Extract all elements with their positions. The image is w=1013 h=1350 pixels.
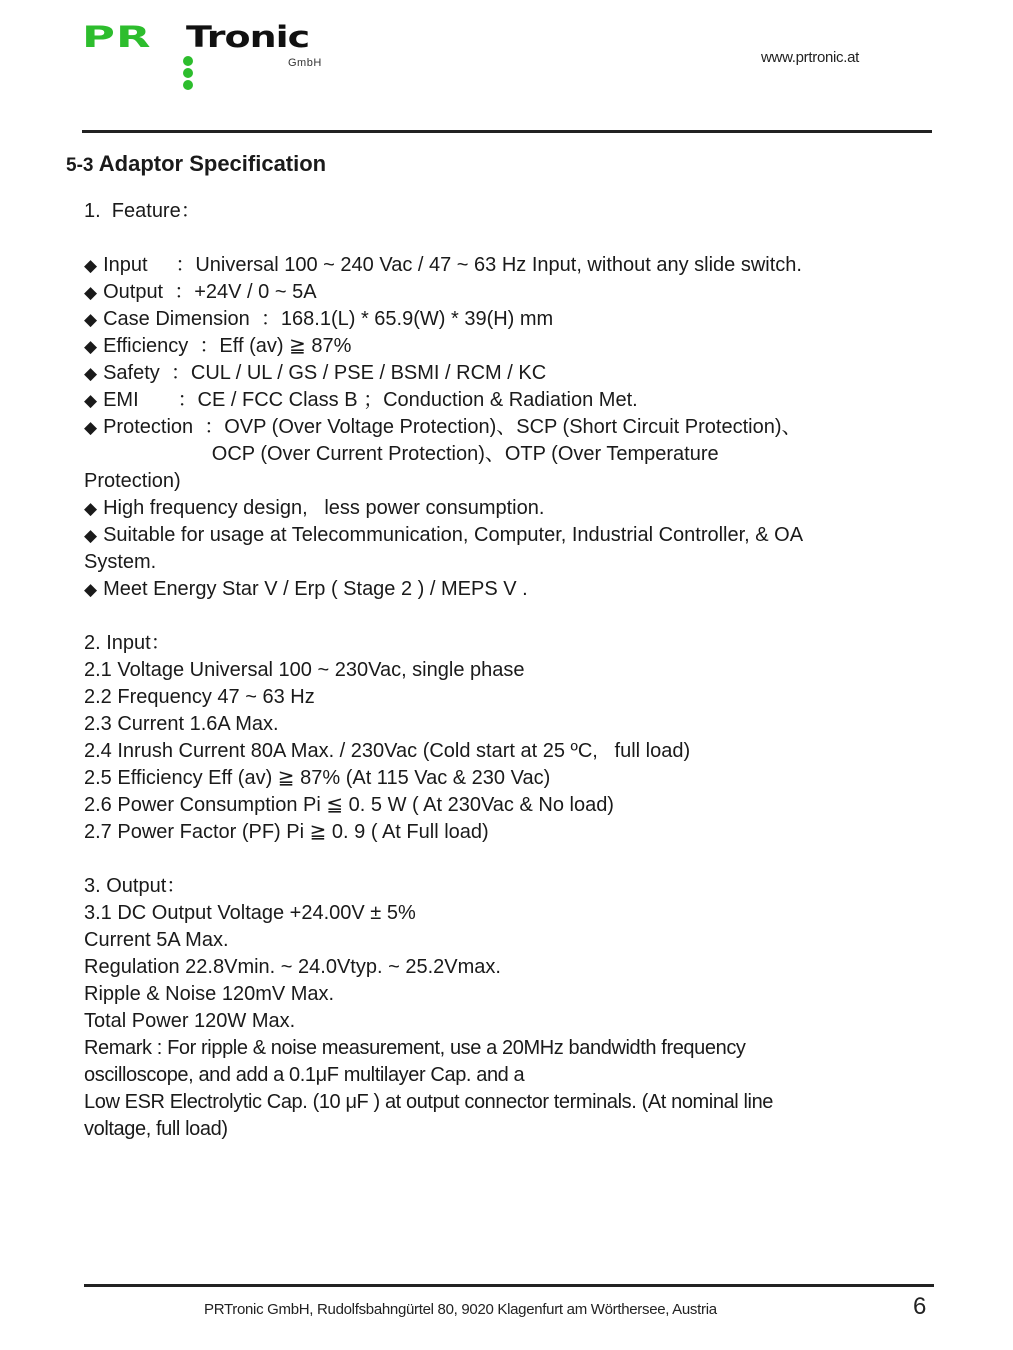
output-item: Current 5A Max. <box>84 929 229 951</box>
output-remark: oscilloscope, and add a 0.1μF multilayer Cap. and a <box>84 1064 525 1086</box>
logo-text-tronic: Tronic <box>186 19 310 54</box>
output-heading: 3. Output： <box>84 875 187 897</box>
output-remark: Remark : For ripple & noise measurement, use a 20MHz bandwidth frequency <box>84 1037 746 1059</box>
section-number: 5-3 <box>66 155 94 176</box>
feature-item-output: ◆ Output ：+24V / 0 ~ 5A <box>84 279 944 306</box>
logo-suffix: GmbH <box>288 57 322 69</box>
input-item: 2.5 Efficiency Eff (av) ≧ 87% (At 115 Vac & 230 Vac) <box>84 767 551 789</box>
feature-item-safety: ◆ Safety ：CUL / UL / GS / PSE / BSMI / RCM / KC <box>84 360 944 387</box>
feature-protection-cont: Protection) <box>84 470 181 492</box>
feature-item-energy-star: ◆ Meet Energy Star V / Erp ( Stage 2 ) / MEPS V . <box>84 576 944 603</box>
feature-item-emi: ◆ EMI ：CE / FCC Class B ；Conduction & Radiation Met. <box>84 387 944 414</box>
input-item: 2.4 Inrush Current 80A Max. / 230Vac (Cold start at 25 ºC, full load) <box>84 740 691 762</box>
output-item: Regulation 22.8Vmin. ~ 24.0Vtyp. ~ 25.2Vmax. <box>84 956 501 978</box>
feature-protection-cont: OCP (Over Current Protection)、OTP (Over Temperature <box>84 443 719 465</box>
footer-divider <box>84 1284 934 1287</box>
header-divider <box>82 130 932 133</box>
logo-dot-icon <box>183 56 193 66</box>
page-number: 6 <box>913 1293 927 1320</box>
logo-dot-icon <box>183 80 193 90</box>
feature-item-efficiency: ◆ Efficiency ：Eff (av) ≧ 87% <box>84 333 944 360</box>
feature-item-high-frequency: ◆ High frequency design, less power consumption. <box>84 495 944 522</box>
logo-text-pr: PR <box>82 19 152 54</box>
feature-suitable-cont: System. <box>84 551 157 573</box>
input-item: 2.2 Frequency 47 ~ 63 Hz <box>84 686 315 708</box>
output-item: 3.1 DC Output Voltage +24.00V ± 5% <box>84 902 416 924</box>
section-title <box>66 151 326 177</box>
website-url: www.prtronic.at <box>761 49 860 66</box>
company-logo <box>82 18 342 90</box>
input-heading: 2. Input： <box>84 632 171 654</box>
output-remark: voltage, full load) <box>84 1118 228 1140</box>
feature-item-protection: ◆ Protection ：OVP (Over Voltage Protection)、SCP (Short Circuit Protection)、 <box>84 414 944 441</box>
input-item: 2.1 Voltage Universal 100 ~ 230Vac, single phase <box>84 659 525 681</box>
input-item: 2.6 Power Consumption Pi ≦ 0. 5 W ( At 230Vac & No load) <box>84 794 614 816</box>
input-item: 2.3 Current 1.6A Max. <box>84 713 279 735</box>
footer-address: PRTronic GmbH, Rudolfsbahngürtel 80, 9020 Klagenfurt am Wörthersee, Austria <box>204 1301 717 1318</box>
output-remark: Low ESR Electrolytic Cap. (10 μF ) at output connector terminals. (At nominal line <box>84 1091 774 1113</box>
feature-item-suitable: ◆ Suitable for usage at Telecommunication, Computer, Industrial Controller, & OA <box>84 522 944 549</box>
section-heading: Adaptor Specification <box>98 151 327 176</box>
feature-item-case-dimension: ◆ Case Dimension ：168.1(L) * 65.9(W) * 39(H) mm <box>84 306 944 333</box>
feature-heading: 1. Feature： <box>84 200 201 222</box>
output-item: Total Power 120W Max. <box>84 1010 296 1032</box>
logo-dot-icon <box>183 68 193 78</box>
output-item: Ripple & Noise 120mV Max. <box>84 983 335 1005</box>
input-item: 2.7 Power Factor (PF) Pi ≧ 0. 9 ( At Full load) <box>84 821 489 843</box>
feature-item-input: ◆ Input ：Universal 100 ~ 240 Vac / 47 ~ 63 Hz Input, without any slide switch. <box>84 252 944 279</box>
spec-body <box>84 198 944 1143</box>
